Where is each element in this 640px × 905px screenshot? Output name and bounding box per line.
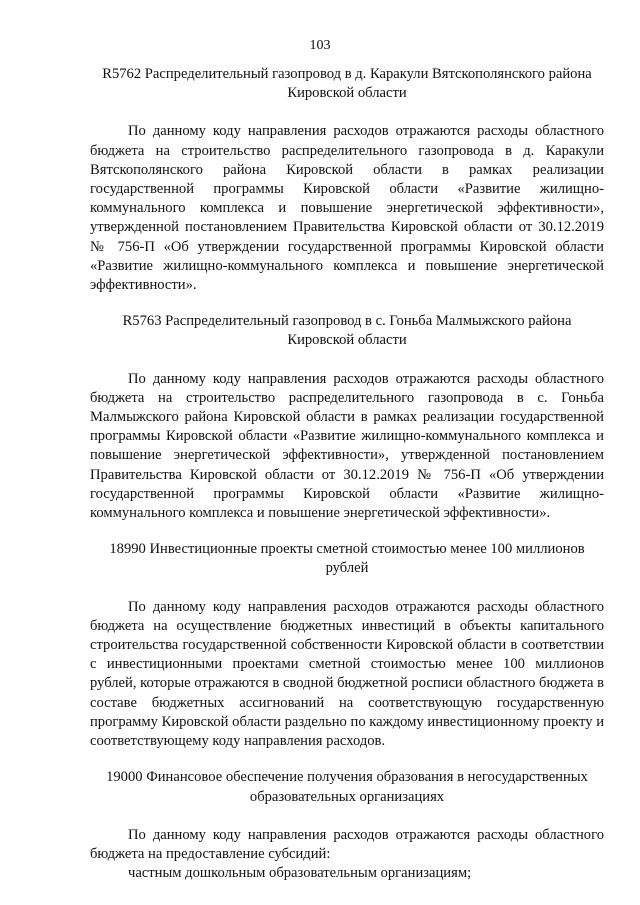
section-heading-r5762: R5762 Распределительный газопровод в д. Каракули Вятскополянского района Кировской области (102, 66, 592, 102)
section-paragraph-19000: По данному коду направления расходов отражаются расходы областного бюджета на предоставление субсидий: (90, 826, 604, 862)
section-paragraph-18990: По данному коду направления расходов отражаются расходы областного бюджета на осуществление бюджетных инвестиций в объекты капитального строительства государственной собственности Кировской области в соответствии с инвестиционными проектами сметной стоимостью менее 100 миллионов рублей, которые отражаются в сводной бюджетной росписи областного бюджета в составе бюджетных ассигнований на соответствующую государственную программу Кировской области раздельно по каждому инвестиционному проекту и соответствующему коду направления расходов. (90, 598, 604, 750)
page-number: 103 (309, 38, 331, 53)
section-paragraph-r5762: По данному коду направления расходов отражаются расходы областного бюджета на строительство распределительного газопровода в д. Каракули Вятскополянского района Кировской области в рамках реализации государственной программы Кировской области «Развитие жилищно-коммунального комплекса и повышение энергетической эффективности», утвержденной постановлением Правительства Кировской области от 30.12.2019 № 756-П «Об утверждении государственной программы Кировской области «Развитие жилищно-коммунального комплекса и повышение энергетической эффективности». (90, 123, 604, 294)
section-paragraph-r5763: По данному коду направления расходов отражаются расходы областного бюджета на строительство распределительного газопровода в с. Гоньба Малмыжского района Кировской области в рамках реализации государственной программы Кировской области «Развитие жилищно-коммунального комплекса и повышение энергетической эффективности», утвержденной постановлением Правительства Кировской области от 30.12.2019 № 756-П «Об утверждении государственной программы Кировской области «Развитие жилищно-коммунального комплекса и повышение энергетической эффективности». (90, 370, 604, 522)
document-body (90, 65, 604, 883)
section-heading-19000: 19000 Финансовое обеспечение получения образования в негосударственных образовательных организациях (106, 769, 588, 805)
section-list-line-19000: частным дошкольным образовательным организациям; (128, 865, 472, 882)
section-heading-18990: 18990 Инвестиционные проекты сметной стоимостью менее 100 миллионов рублей (109, 541, 585, 577)
section-heading-r5763: R5763 Распределительный газопровод в с. Гоньба Малмыжского района Кировской области (122, 313, 572, 349)
